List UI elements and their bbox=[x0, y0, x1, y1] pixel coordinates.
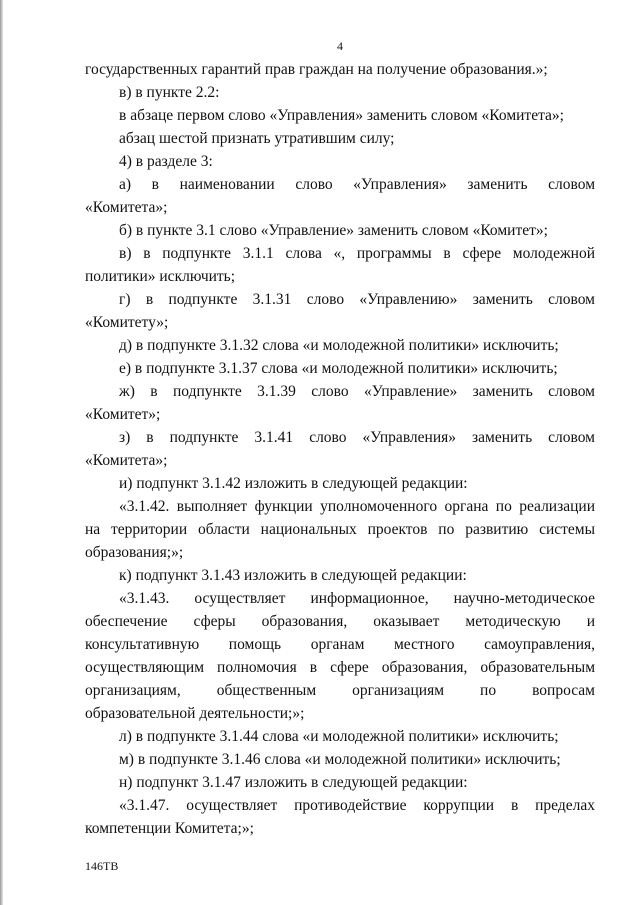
text-line: л) в подпункте 3.1.44 слова «и молодежной политики» исключить; bbox=[119, 728, 559, 745]
text-line: политики» исключить; bbox=[85, 268, 236, 285]
text-line: «3.1.42. выполняет функции уполномоченного органа по реализации bbox=[119, 498, 595, 515]
text-line: «Комитет»; bbox=[85, 406, 161, 423]
text-line: организациям, общественным организациям по вопросам bbox=[85, 682, 595, 699]
text-line: в) в пункте 2.2: bbox=[119, 84, 220, 101]
scan-edge-shadow bbox=[0, 0, 3, 905]
document-code: 146ТВ bbox=[85, 859, 119, 873]
text-line: б) в пункте 3.1 слово «Управление» заменить словом «Комитет»; bbox=[119, 222, 548, 239]
text-line: осуществляющим полномочия в сфере образования, образовательным bbox=[85, 659, 595, 676]
text-line: «3.1.43. осуществляет информационное, научно-методическое bbox=[119, 590, 595, 607]
text-line: абзац шестой признать утратившим силу; bbox=[119, 130, 395, 147]
text-line: на территории области национальных проектов по развитию системы bbox=[85, 521, 595, 538]
text-line: консультативную помощь органам местного самоуправления, bbox=[85, 636, 595, 653]
text-line: к) подпункт 3.1.43 изложить в следующей редакции: bbox=[119, 567, 467, 584]
text-line: компетенции Комитета;»; bbox=[85, 820, 254, 837]
text-line: м) в подпункте 3.1.46 слова «и молодежной политики» исключить; bbox=[119, 751, 561, 768]
text-line: «Комитета»; bbox=[85, 199, 168, 216]
text-line: г) в подпункте 3.1.31 слово «Управлению» заменить словом bbox=[119, 291, 595, 308]
text-line: «Комитету»; bbox=[85, 314, 169, 331]
text-line: а) в наименовании слово «Управления» заменить словом bbox=[119, 176, 595, 193]
text-line: в абзаце первом слово «Управления» заменить словом «Комитета»; bbox=[119, 107, 564, 124]
text-line: образовательной деятельности;»; bbox=[85, 705, 305, 722]
text-line: ж) в подпункте 3.1.39 слово «Управление» заменить словом bbox=[119, 383, 595, 400]
text-line: 4) в разделе 3: bbox=[119, 153, 213, 170]
text-line: образования;»; bbox=[85, 544, 184, 561]
page-number: 4 bbox=[337, 39, 343, 53]
text-line: н) подпункт 3.1.47 изложить в следующей редакции: bbox=[119, 774, 468, 791]
text-line: е) в подпункте 3.1.37 слова «и молодежной политики» исключить; bbox=[119, 360, 558, 377]
text-line: «3.1.47. осуществляет противодействие коррупции в пределах bbox=[119, 797, 595, 814]
text-line: государственных гарантий прав граждан на получение образования.»; bbox=[85, 61, 548, 78]
text-line: в) в подпункте 3.1.1 слова «, программы в сфере молодежной bbox=[119, 245, 595, 262]
text-line: з) в подпункте 3.1.41 слово «Управления» заменить словом bbox=[119, 429, 595, 446]
text-line: «Комитета»; bbox=[85, 452, 168, 469]
text-line: и) подпункт 3.1.42 изложить в следующей редакции: bbox=[119, 475, 468, 492]
text-line: д) в подпункте 3.1.32 слова «и молодежной политики» исключить; bbox=[119, 337, 559, 354]
text-line: обеспечение сферы образования, оказывает методическую и bbox=[85, 613, 595, 630]
